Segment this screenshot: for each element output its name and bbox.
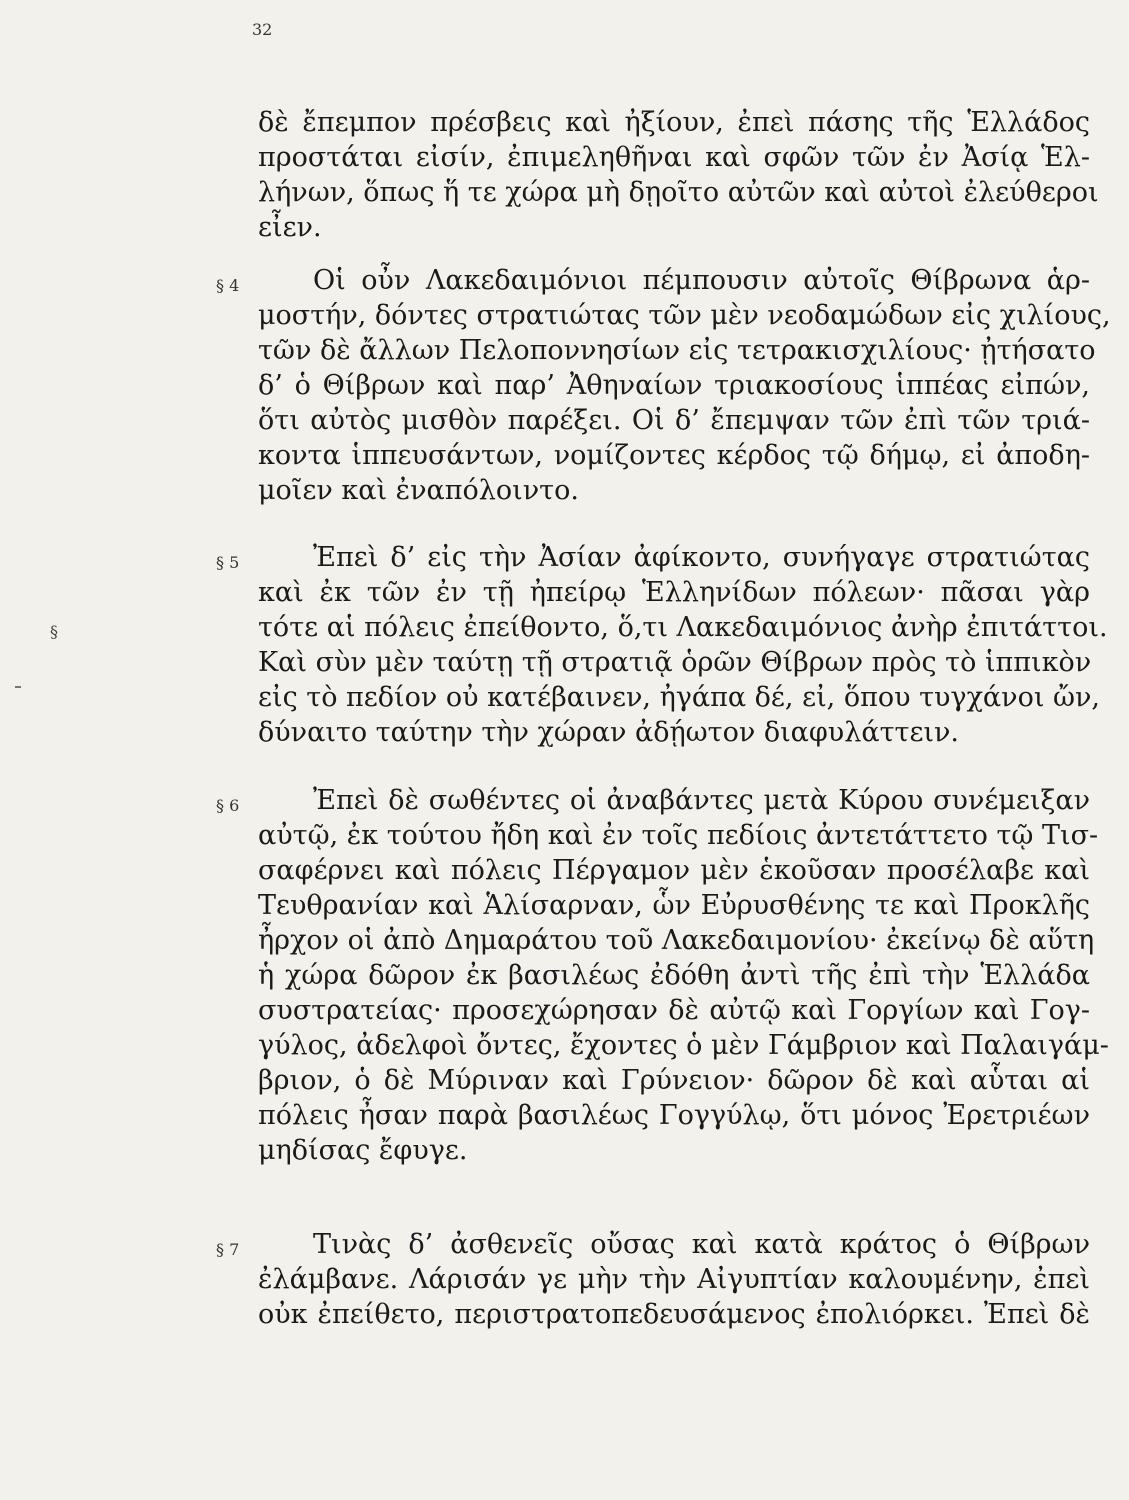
- text-line: Οἱ οὖν Λακεδαιμόνιοι πέμπουσιν αὐτοῖς Θίβρωνα ἁρ-: [313, 265, 1090, 296]
- text-line: γύλος, ἀδελφοὶ ὄντες, ἔχοντες ὁ μὲν Γάμβριον καὶ Παλαιγάμ-: [258, 1030, 1109, 1061]
- section-marker-7: § 7: [216, 1240, 240, 1259]
- text-line: κοντα ἱππευσάντων, νομίζοντες κέρδος τῷ δήμῳ, εἰ ἀποδη-: [258, 440, 1090, 471]
- text-line: Ἐπεὶ δ’ εἰς τὴν Ἀσίαν ἀφίκοντο, συνήγαγε στρατιώτας: [313, 542, 1090, 573]
- text-line: λήνων, ὅπως ἥ τε χώρα μὴ δῃοῖτο αὐτῶν καὶ αὐτοὶ ἐλεύθεροι: [258, 177, 1099, 208]
- text-line: ἡ χώρα δῶρον ἐκ βασιλέως ἐδόθη ἀντὶ τῆς ἐπὶ τὴν Ἑλλάδα: [258, 960, 1090, 991]
- text-line: οὐκ ἐπείθετο, περιστρατοπεδευσάμενος ἐπολιόρκει. Ἐπεὶ δὲ: [258, 1299, 1090, 1330]
- text-line: συστρατείας· προσεχώρησαν δὲ αὐτῷ καὶ Γοργίων καὶ Γογ-: [258, 995, 1090, 1026]
- page-number: 32: [252, 20, 273, 39]
- text-line: μοῖεν καὶ ἐναπόλοιντο.: [258, 475, 579, 506]
- text-line: αὐτῷ, ἐκ τούτου ἤδη καὶ ἐν τοῖς πεδίοις ἀντετάττετο τῷ Τισ-: [258, 820, 1099, 851]
- text-line: τότε αἱ πόλεις ἐπείθοντο, ὅ,τι Λακεδαιμόνιος ἀνὴρ ἐπιτάττοι.: [258, 612, 1108, 643]
- text-line: Καὶ σὺν μὲν ταύτῃ τῇ στρατιᾷ ὁρῶν Θίβρων πρὸς τὸ ἱππικὸν: [258, 647, 1092, 678]
- text-line: πόλεις ἦσαν παρὰ βασιλέως Γογγύλῳ, ὅτι μόνος Ἐρετριέων: [258, 1100, 1090, 1131]
- text-line: μοστήν, δόντες στρατιώτας τῶν μὲν νεοδαμώδων εἰς χιλίους,: [258, 300, 1111, 331]
- text-line: εἰς τὸ πεδίον οὐ κατέβαινεν, ἠγάπα δέ, εἰ, ὅπου τυγχάνοι ὤν,: [258, 682, 1101, 713]
- text-line: ἦρχον οἱ ἀπὸ Δημαράτου τοῦ Λακεδαιμονίου· ἐκείνῳ δὲ αὕτη: [258, 925, 1095, 956]
- text-line: ἐλάμβανε. Λάρισάν γε μὴν τὴν Αἰγυπτίαν καλουμένην, ἐπεὶ: [258, 1264, 1090, 1295]
- text-line: δὲ ἔπεμπον πρέσβεις καὶ ἠξίουν, ἐπεὶ πάσης τῆς Ἑλλάδος: [258, 107, 1090, 138]
- side-margin-marker: §: [50, 622, 58, 641]
- text-line: καὶ ἐκ τῶν ἐν τῇ ἠπείρῳ Ἑλληνίδων πόλεων· πᾶσαι γὰρ: [258, 577, 1090, 608]
- text-line: τῶν δὲ ἄλλων Πελοποννησίων εἰς τετρακισχιλίους· ᾐτήσατο: [258, 335, 1096, 366]
- text-line: ὅτι αὐτὸς μισθὸν παρέξει. Οἱ δ’ ἔπεμψαν τῶν ἐπὶ τῶν τριά-: [258, 405, 1090, 436]
- text-line: μηδίσας ἔφυγε.: [258, 1135, 468, 1166]
- section-marker-6: § 6: [216, 796, 240, 815]
- section-marker-4: § 4: [216, 276, 240, 295]
- text-line: εἶεν.: [258, 212, 322, 243]
- text-line: Τινὰς δ’ ἀσθενεῖς οὔσας καὶ κατὰ κράτος ὁ Θίβρων: [313, 1229, 1090, 1260]
- text-line: σαφέρνει καὶ πόλεις Πέργαμον μὲν ἑκοῦσαν προσέλαβε καὶ: [258, 855, 1090, 886]
- text-line: Τευθρανίαν καὶ Ἁλίσαρναν, ὧν Εὐρυσθένης τε καὶ Προκλῆς: [258, 890, 1090, 921]
- text-line: βριον, ὁ δὲ Μύριναν καὶ Γρύνειον· δῶρον δὲ καὶ αὗται αἱ: [258, 1065, 1090, 1096]
- margin-dash: [15, 686, 21, 688]
- section-marker-5: § 5: [216, 553, 240, 572]
- text-line: Ἐπεὶ δὲ σωθέντες οἱ ἀναβάντες μετὰ Κύρου συνέμειξαν: [313, 785, 1090, 816]
- text-line: δ’ ὁ Θίβρων καὶ παρ’ Ἀθηναίων τριακοσίους ἱππέας εἰπών,: [258, 370, 1090, 401]
- text-line: δύναιτο ταύτην τὴν χώραν ἀδῄωτον διαφυλάττειν.: [258, 717, 960, 748]
- text-line: προστάται εἰσίν, ἐπιμεληθῆναι καὶ σφῶν τῶν ἐν Ἀσίᾳ Ἑλ-: [258, 142, 1090, 173]
